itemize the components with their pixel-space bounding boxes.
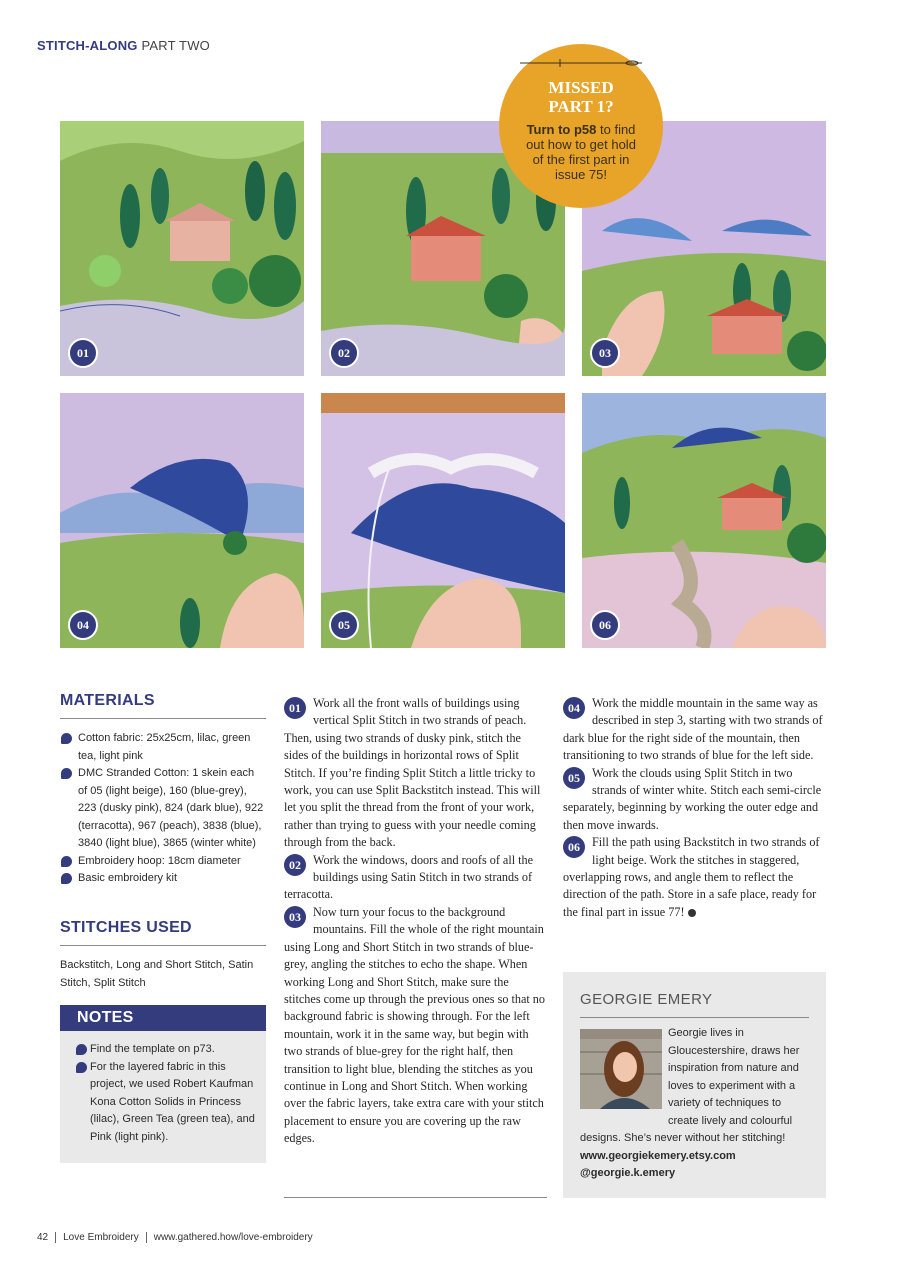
- step-badge-03: 03: [590, 338, 620, 368]
- step-badge-04: 04: [68, 610, 98, 640]
- step-photo-01: [60, 121, 304, 376]
- designer-bio-block: [580, 1025, 812, 1183]
- step-badge-06: 06: [590, 610, 620, 640]
- designer-box: [563, 972, 826, 1198]
- materials-item-text: DMC Stranded Cotton: 1 skein each of 05 (light beige), 160 (blue-grey), 223 (dusky pink), 824 (dark blue), 922 (terracotta), 967 (peach), 3838 (blue), 3840 (light blue), 3865 (winter white): [78, 767, 264, 849]
- step-number-01: 01: [284, 697, 306, 719]
- notes-item: [76, 1041, 256, 1059]
- step-paragraph-01: [284, 695, 547, 852]
- bullet-icon: [76, 1062, 87, 1073]
- embroidery-photo-05: [321, 393, 565, 648]
- step-badge-02: 02: [329, 338, 359, 368]
- step-text-04: Work the middle mountain in the same way as described in step 3, starting with two strands of dark blue for the right side of the mountain, then transitioning to two strands of blue for the left side.: [563, 696, 823, 763]
- materials-list: [60, 730, 266, 888]
- bullet-icon: [61, 873, 72, 884]
- step-number-04: 04: [563, 697, 585, 719]
- notes-box: [60, 1005, 266, 1163]
- materials-item: [60, 730, 266, 765]
- notes-list: [76, 1041, 256, 1146]
- magazine-name: Love Embroidery: [63, 1232, 139, 1244]
- materials-heading: MATERIALS: [60, 692, 155, 709]
- missed-part-badge: [499, 44, 663, 208]
- notes-heading: NOTES: [60, 1005, 266, 1031]
- embroidery-photo-06: [582, 393, 826, 648]
- step-text-02: Work the windows, doors and roofs of all the buildings using Satin Stitch in two strands of terracotta.: [284, 852, 534, 902]
- stitches-divider: [60, 945, 266, 946]
- designer-name: GEORGIE EMERY: [580, 991, 713, 1008]
- step-number-05: 05: [563, 767, 585, 789]
- designer-website-link[interactable]: www.georgiekemery.etsy.com: [580, 1149, 736, 1162]
- bullet-icon: [61, 733, 72, 744]
- step-text-05: Work the clouds using Split Stitch in two strands of winter white. Stitch each semi-circle separately, beginning by working the outer edge and then move inwards.: [563, 765, 822, 832]
- header-light: PART TWO: [141, 38, 210, 53]
- header-strong: STITCH-ALONG: [37, 38, 138, 53]
- badge-title: [499, 78, 663, 116]
- step-photo-05: [321, 393, 565, 648]
- step-text-01: Work all the front walls of buildings using vertical Split Stitch in two strands of peach. Then, using two strands of dusky pink, stitch the sides of the buildings in horizontal rows of Split Stitch. If you’re finding Split Stitch a little tricky to work, you can use Split Backstitch instead. This will let you split the thread from the front of your work, rather than trying to guess with your needle coming through from the back.: [284, 696, 541, 850]
- middle-column-divider: [284, 1197, 547, 1198]
- bullet-icon: [61, 768, 72, 779]
- materials-item: [60, 853, 266, 871]
- embroidery-photo-04: [60, 393, 304, 648]
- badge-title-line1: MISSED: [548, 78, 614, 97]
- section-header: [37, 38, 210, 53]
- step-paragraph-06: [563, 834, 826, 921]
- notes-item-text: Find the template on p73.: [90, 1043, 215, 1055]
- stitches-heading: STITCHES USED: [60, 919, 192, 936]
- step-badge-01: 01: [68, 338, 98, 368]
- step-badge-05: 05: [329, 610, 359, 640]
- badge-body: to find out how to get hold of the first part in issue 75!: [526, 122, 636, 182]
- badge-text: [520, 122, 642, 182]
- steps-column-right: [563, 695, 826, 921]
- footer-url-link[interactable]: www.gathered.how/love-embroidery: [153, 1232, 313, 1244]
- step-number-02: 02: [284, 854, 306, 876]
- step-paragraph-04: [563, 695, 826, 765]
- page-number: 42: [37, 1232, 49, 1244]
- materials-item-text: Basic embroidery kit: [78, 872, 178, 884]
- materials-item: [60, 870, 266, 888]
- materials-divider: [60, 718, 266, 719]
- step-number-03: 03: [284, 906, 306, 928]
- embroidery-photo-01: [60, 121, 304, 376]
- bullet-icon: [61, 856, 72, 867]
- step-text-03: Now turn your focus to the background mountains. Fill the whole of the right mountain using Long and Short Stitch in two strands of blue-grey, angling the stitches to echo the shape. When working Long and Short Stitch, make sure the stitches come up through the previous ones so that no background fabric is showing through. For the left mountain, work it in the same way, but begin with two strands of blue-grey for the right half, then transition to light blue, blending the stitches as you continue in Long and Short Stitch. When working over the fabric layers, take extra care with your stitch placement to ensure you are covering up the raw edges.: [284, 904, 545, 1146]
- step-paragraph-03: [284, 904, 547, 1148]
- end-mark-icon: [688, 909, 696, 917]
- step-photo-06: [582, 393, 826, 648]
- step-paragraph-02: [284, 852, 547, 904]
- needle-icon: [520, 58, 642, 68]
- materials-item-text: Embroidery hoop: 18cm diameter: [78, 854, 241, 867]
- notes-item-text: For the layered fabric in this project, we used Robert Kaufman Kona Cotton Solids in Princess (lilac), Green Tea (green tea), and Pink (light pink).: [90, 1060, 255, 1143]
- notes-item: [76, 1059, 256, 1147]
- step-paragraph-05: [563, 765, 826, 835]
- avatar-spacer: [580, 1025, 668, 1113]
- badge-bold: Turn to p58: [526, 122, 597, 137]
- designer-bio: Georgie lives in Gloucestershire, draws her inspiration from nature and loves to experiment with a variety of techniques to create lively and colourful designs. She’s never without her stitching!: [580, 1027, 800, 1144]
- step-text-06: Fill the path using Backstitch in two strands of light beige. Work the stitches in staggered, overlapping rows, and angle them to reflect the direction of the path. Store in a safe place, ready for the final part in issue 77!: [563, 835, 820, 919]
- materials-item-text: Cotton fabric: 25x25cm, lilac, green tea, light pink: [78, 732, 251, 762]
- materials-item: [60, 765, 266, 853]
- bullet-icon: [76, 1044, 87, 1055]
- footer-separator: [146, 1232, 147, 1243]
- designer-social-handle[interactable]: @georgie.k.emery: [580, 1167, 676, 1179]
- footer-separator: [55, 1232, 56, 1243]
- step-number-06: 06: [563, 836, 585, 858]
- page-footer: [37, 1232, 313, 1243]
- steps-column-middle: [284, 695, 547, 1148]
- badge-title-line2: PART 1?: [548, 97, 614, 116]
- designer-divider: [580, 1017, 809, 1018]
- stitches-text: Backstitch, Long and Short Stitch, Satin Stitch, Split Stitch: [60, 959, 254, 989]
- step-photo-04: [60, 393, 304, 648]
